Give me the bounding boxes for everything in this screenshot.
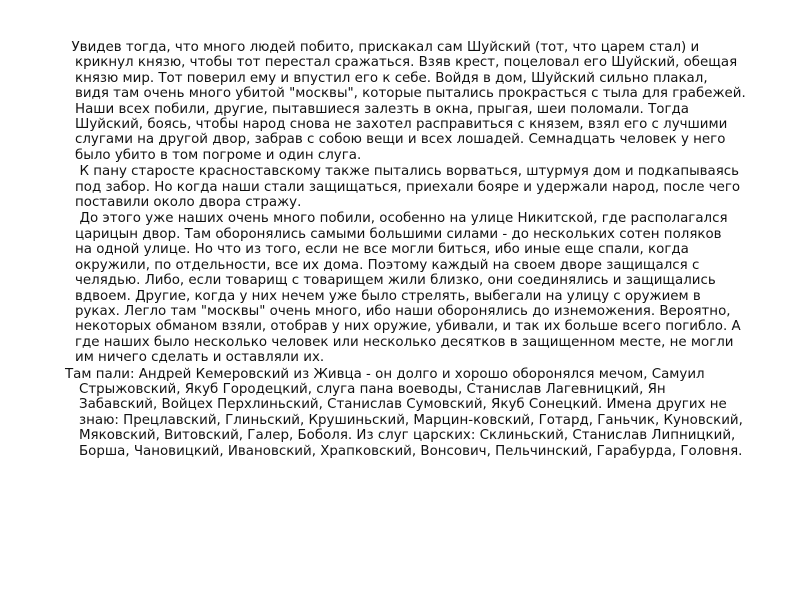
text-line: окружили, по отдельности, все их дома. Поэтому каждый на своем дворе защищался с <box>75 257 700 273</box>
text-line: Шуйский, боясь, чтобы народ снова не захотел расправиться с князем, взял его с лучшими <box>75 117 728 133</box>
text-line: им ничего сделать и оставляли их. <box>75 350 325 366</box>
text-line: крикнул князю, чтобы тот перестал сражаться. Взяв крест, поцеловал его Шуйский, обещая <box>75 55 738 71</box>
text-line: К пану старосте красноставскому также пытались ворваться, штурмуя дом и подкапываясь <box>71 164 740 180</box>
text-line: князю мир. Тот поверил ему и впустил его к себе. Войдя в дом, Шуйский сильно плакал, <box>75 70 708 86</box>
text-line: челядью. Либо, если товарищ с товарищем жили близко, они соединялись и защищались <box>75 273 716 289</box>
text-line: где наших было несколько человек или несколько десятков в защищенном месте, не могли <box>75 334 734 350</box>
text-line: видя там очень много убитой "москвы", которые пытались прокрасться с тыла для грабежей. <box>75 86 746 102</box>
text-line: Мяковский, Витовский, Галер, Боболя. Из слуг царских: Склиньский, Станислав Липницкий, <box>79 428 736 444</box>
text-line: Борша, Чановицкий, Ивановский, Храпковский, Вонсович, Пельчинский, Гарабурда, Головня. <box>79 443 743 459</box>
text-line: Увидев тогда, что много людей побито, прискакал сам Шуйский (тот, что царем стал) и <box>63 40 700 55</box>
text-line: слугами на другой двор, забрав с собою вещи и всех лошадей. Семнадцать человек у него <box>75 132 726 148</box>
text-line: было убито в том погроме и один слуга. <box>75 147 362 163</box>
text-line: под забор. Но когда наши стали защищаться, приехали бояре и удержали народ, после чего <box>75 179 741 195</box>
paragraph-3 <box>71 211 765 365</box>
text-line: на одной улице. Но что из того, если не все могли биться, ибо иные еще спали, когда <box>75 242 689 258</box>
paragraph-1 <box>63 40 765 163</box>
text-line: Наши всех побили, другие, пытавшиеся залезть в окна, прыгая, шеи поломали. Тогда <box>75 101 689 117</box>
body-text <box>63 40 765 459</box>
text-line: Стрыжовский, Якуб Городецкий, слуга пана воеводы, Станислав Лагевницкий, Ян <box>79 381 666 397</box>
text-line: некоторых обманом взяли, отобрав у них оружие, убивали, и так их больше всего погибло. А <box>75 319 741 335</box>
text-line: вдвоем. Другие, когда у них нечем уже было стрелять, выбегали на улицу с оружием в <box>75 288 701 304</box>
text-line: знаю: Прецлавский, Глиньский, Крушиньский, Марцин-ковский, Готард, Ганьчик, Куновский, <box>79 412 743 428</box>
text-line: До этого уже наших очень много побили, особенно на улице Никитской, где располагался <box>71 211 728 227</box>
text-line: царицын двор. Там оборонялись самыми большими силами - до нескольких сотен поляков <box>75 226 722 242</box>
text-line: руках. Легло там "москвы" очень много, ибо наши оборонялись до изнеможения. Вероятно, <box>75 303 731 319</box>
paragraph-4 <box>65 367 765 459</box>
paragraph-2 <box>71 164 765 210</box>
text-line: Забавский, Войцех Перхлиньский, Станислав Сумовский, Якуб Сонецкий. Имена других не <box>79 397 727 413</box>
text-line: поставили около двора стражу. <box>75 195 302 211</box>
text-line: Там пали: Андрей Кемеровский из Живца - он долго и хорошо оборонялся мечом, Самуил <box>65 366 705 382</box>
